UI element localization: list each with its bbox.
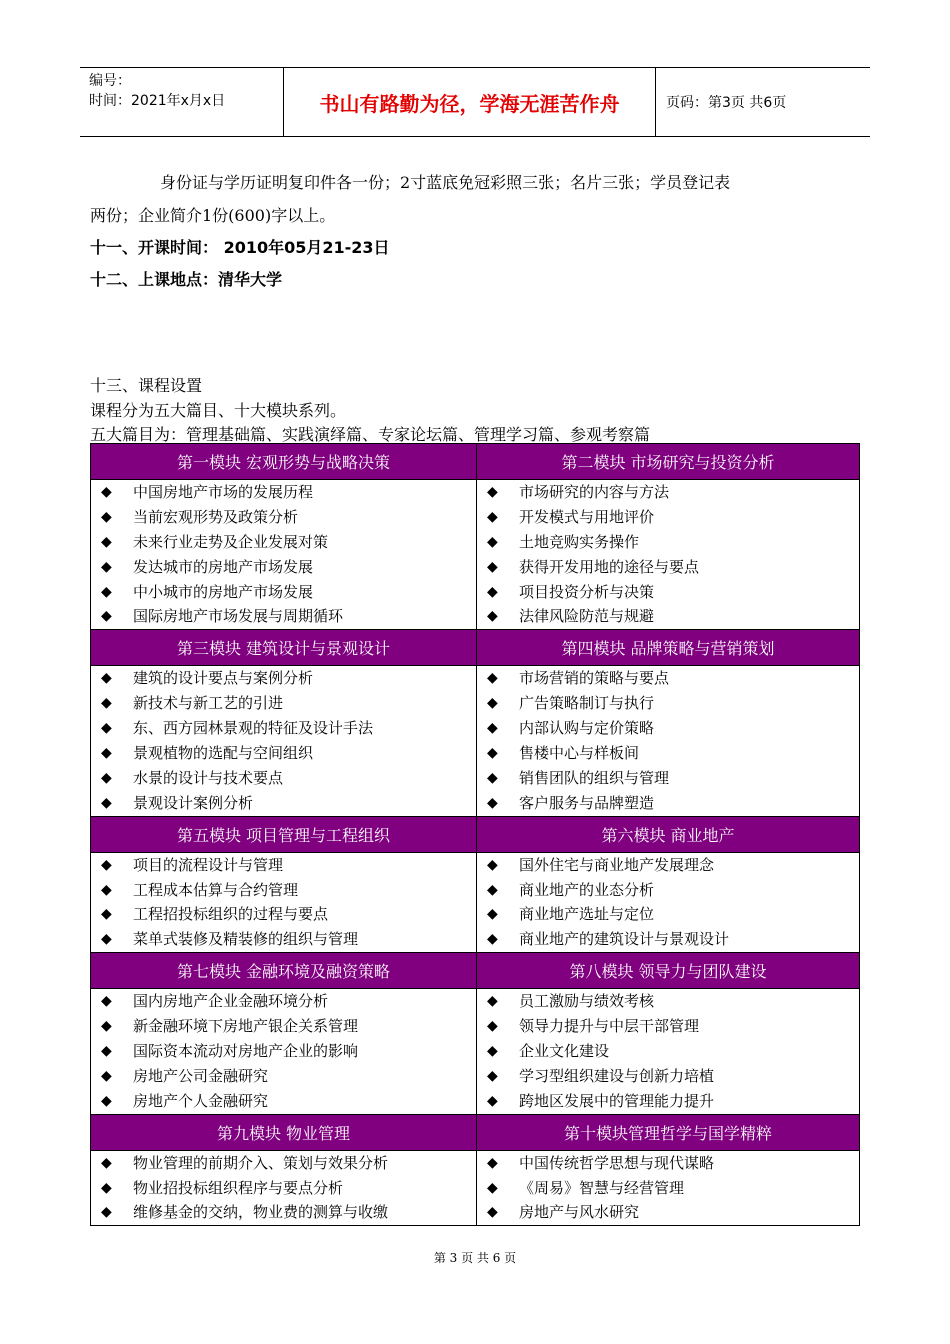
module-item-text: 员工激励与绩效考核 xyxy=(519,992,655,1011)
course-heading: 十三、课程设置 xyxy=(90,376,203,395)
module-item xyxy=(91,878,476,903)
module-item-list xyxy=(91,480,477,630)
module-item-text: 《周易》智慧与经营管理 xyxy=(519,1178,685,1197)
module-item-text: 内部认购与定价策略 xyxy=(519,719,655,738)
module-item-text: 广告策略制订与执行 xyxy=(519,694,655,713)
diamond-bullet-icon: ◆ xyxy=(487,745,498,762)
module-item-list xyxy=(477,989,860,1114)
diamond-bullet-icon: ◆ xyxy=(101,1179,112,1196)
diamond-bullet-icon: ◆ xyxy=(487,931,498,948)
module-title: 第四模块 品牌策略与营销策划 xyxy=(477,630,860,666)
diamond-bullet-icon: ◆ xyxy=(101,533,112,550)
module-item xyxy=(477,1014,859,1039)
diamond-bullet-icon: ◆ xyxy=(487,1154,498,1171)
module-item xyxy=(477,878,859,903)
module-item-text: 中小城市的房地产市场发展 xyxy=(133,582,314,601)
module-items-row xyxy=(91,666,860,816)
module-item xyxy=(91,580,476,605)
diamond-bullet-icon: ◆ xyxy=(487,1043,498,1060)
diamond-bullet-icon: ◆ xyxy=(101,906,112,923)
module-item-text: 销售团队的组织与管理 xyxy=(519,768,670,787)
module-item xyxy=(477,691,859,716)
module-item xyxy=(91,1089,476,1114)
module-item xyxy=(477,604,859,629)
module-item xyxy=(477,1064,859,1089)
diamond-bullet-icon: ◆ xyxy=(487,1067,498,1084)
module-title: 第三模块 建筑设计与景观设计 xyxy=(91,630,477,666)
module-title: 第八模块 领导力与团队建设 xyxy=(477,953,860,989)
header-meta xyxy=(80,68,283,136)
diamond-bullet-icon: ◆ xyxy=(487,608,498,625)
diamond-bullet-icon: ◆ xyxy=(101,558,112,575)
module-item xyxy=(477,791,859,816)
intro-line-1: 身份证与学历证明复印件各一份；2寸蓝底免冠彩照三张；名片三张；学员登记表 xyxy=(160,173,731,192)
module-item xyxy=(477,1176,859,1201)
module-item-text: 项目的流程设计与管理 xyxy=(133,855,284,874)
module-item-text: 中国房地产市场的发展历程 xyxy=(133,483,314,501)
diamond-bullet-icon: ◆ xyxy=(101,720,112,737)
diamond-bullet-icon: ◆ xyxy=(487,583,498,600)
diamond-bullet-icon: ◆ xyxy=(487,1092,498,1109)
diamond-bullet-icon: ◆ xyxy=(487,881,498,898)
module-item xyxy=(91,1151,476,1176)
module-item-text: 工程成本估算与合约管理 xyxy=(133,880,299,899)
module-item-text: 景观设计案例分析 xyxy=(133,793,254,812)
diamond-bullet-icon: ◆ xyxy=(487,856,498,873)
diamond-bullet-icon: ◆ xyxy=(101,931,112,948)
module-item-text: 土地竞购实务操作 xyxy=(519,532,640,551)
module-item xyxy=(477,1151,859,1176)
diamond-bullet-icon: ◆ xyxy=(101,1092,112,1109)
course-line-2: 五大篇目为：管理基础篇、实践演绎篇、专家论坛篇、管理学习篇、参观考察篇 xyxy=(90,425,651,444)
diamond-bullet-icon: ◆ xyxy=(101,769,112,786)
module-header-row xyxy=(91,444,860,480)
diamond-bullet-icon: ◆ xyxy=(101,695,112,712)
number-label: 编号： xyxy=(89,73,131,89)
diamond-bullet-icon: ◆ xyxy=(487,1204,498,1221)
diamond-bullet-icon: ◆ xyxy=(487,484,498,500)
diamond-bullet-icon: ◆ xyxy=(101,670,112,687)
module-item-text: 发达城市的房地产市场发展 xyxy=(133,557,314,576)
module-header-row xyxy=(91,1114,860,1150)
module-item xyxy=(91,691,476,716)
module-title: 第一模块 宏观形势与战略决策 xyxy=(91,444,477,480)
diamond-bullet-icon: ◆ xyxy=(487,993,498,1010)
module-item xyxy=(91,555,476,580)
module-item xyxy=(477,530,859,555)
module-item-text: 建筑的设计要点与案例分析 xyxy=(133,669,314,688)
module-item-list xyxy=(91,666,477,816)
module-item-text: 国际资本流动对房地产企业的影响 xyxy=(133,1042,359,1061)
diamond-bullet-icon: ◆ xyxy=(487,670,498,687)
module-item-list xyxy=(477,852,860,953)
module-item xyxy=(91,604,476,629)
module-header-row xyxy=(91,816,860,852)
module-item-list xyxy=(477,480,860,630)
module-item-text: 东、西方园林景观的特征及设计手法 xyxy=(133,719,374,738)
module-item xyxy=(91,927,476,952)
module-title: 第六模块 商业地产 xyxy=(477,816,860,852)
module-item-text: 项目投资分析与决策 xyxy=(519,582,655,601)
module-item-text: 商业地产选址与定位 xyxy=(519,905,655,924)
module-item-text: 售楼中心与样板间 xyxy=(519,744,640,763)
module-header-row xyxy=(91,630,860,666)
module-item-text: 工程招投标组织的过程与要点 xyxy=(133,905,329,924)
module-item-text: 商业地产的建筑设计与景观设计 xyxy=(519,930,730,949)
module-item xyxy=(91,902,476,927)
diamond-bullet-icon: ◆ xyxy=(101,1154,112,1171)
module-item-text: 国外住宅与商业地产发展理念 xyxy=(519,855,715,874)
module-item-text: 中国传统哲学思想与现代谋略 xyxy=(519,1153,715,1172)
module-item-list xyxy=(91,989,477,1114)
module-item-text: 房地产与风水研究 xyxy=(519,1203,640,1222)
module-item xyxy=(91,666,476,691)
module-item-list xyxy=(91,852,477,953)
diamond-bullet-icon: ◆ xyxy=(101,794,112,811)
module-item xyxy=(91,989,476,1014)
module-item-list xyxy=(477,1150,860,1226)
diamond-bullet-icon: ◆ xyxy=(487,533,498,550)
diamond-bullet-icon: ◆ xyxy=(487,769,498,786)
module-item-text: 景观植物的选配与空间组织 xyxy=(133,744,314,763)
diamond-bullet-icon: ◆ xyxy=(487,695,498,712)
module-item xyxy=(91,716,476,741)
diamond-bullet-icon: ◆ xyxy=(101,1067,112,1084)
module-title: 第七模块 金融环境及融资策略 xyxy=(91,953,477,989)
module-item-text: 菜单式装修及精装修的组织与管理 xyxy=(133,930,359,949)
module-item-list xyxy=(477,666,860,816)
module-item xyxy=(477,1039,859,1064)
time-label: 时间：2021年x月x日 xyxy=(89,93,226,109)
diamond-bullet-icon: ◆ xyxy=(487,1018,498,1035)
module-item-text: 新金融环境下房地产银企关系管理 xyxy=(133,1017,359,1036)
module-item-text: 新技术与新工艺的引进 xyxy=(133,694,284,713)
module-item xyxy=(91,766,476,791)
module-item-text: 物业管理的前期介入、策划与效果分析 xyxy=(133,1153,389,1172)
module-item-text: 未来行业走势及企业发展对策 xyxy=(133,532,329,551)
diamond-bullet-icon: ◆ xyxy=(101,484,112,500)
diamond-bullet-icon: ◆ xyxy=(101,745,112,762)
diamond-bullet-icon: ◆ xyxy=(101,608,112,625)
module-item xyxy=(91,853,476,878)
module-item xyxy=(477,666,859,691)
module-item-text: 维修基金的交纳，物业费的测算与收缴 xyxy=(133,1203,389,1222)
module-item-text: 物业招投标组织程序与要点分析 xyxy=(133,1178,344,1197)
module-item-text: 商业地产的业态分析 xyxy=(519,880,655,899)
diamond-bullet-icon: ◆ xyxy=(487,1179,498,1196)
page-label: 页码：第3页 共6页 xyxy=(666,95,787,111)
module-item xyxy=(91,480,476,505)
module-item xyxy=(91,1176,476,1201)
module-item-text: 国际房地产市场发展与周期循环 xyxy=(133,607,344,626)
course-line-1: 课程分为五大篇目、十大模块系列。 xyxy=(90,401,347,420)
module-items-row xyxy=(91,1150,860,1226)
module-item xyxy=(477,989,859,1014)
diamond-bullet-icon: ◆ xyxy=(487,906,498,923)
motto: 书山有路勤为径，学海无涯苦作舟 xyxy=(283,68,656,136)
module-item xyxy=(477,927,859,952)
module-item xyxy=(477,505,859,530)
module-item-text: 学习型组织建设与创新力培植 xyxy=(519,1066,715,1085)
diamond-bullet-icon: ◆ xyxy=(487,794,498,811)
module-item xyxy=(91,530,476,555)
page-footer: 第 3 页 共 6 页 xyxy=(433,1251,517,1265)
diamond-bullet-icon: ◆ xyxy=(101,1018,112,1035)
module-item xyxy=(91,1014,476,1039)
module-table xyxy=(90,443,860,1226)
module-item-list xyxy=(91,1150,477,1226)
module-item xyxy=(91,791,476,816)
diamond-bullet-icon: ◆ xyxy=(101,508,112,525)
module-item xyxy=(477,716,859,741)
start-time: 十一、开课时间： 2010年05月21-23日 xyxy=(90,238,390,257)
module-item xyxy=(91,741,476,766)
module-title: 第十模块管理哲学与国学精粹 xyxy=(477,1114,860,1150)
module-item-text: 获得开发用地的途径与要点 xyxy=(519,557,700,576)
module-item xyxy=(91,505,476,530)
module-item xyxy=(477,902,859,927)
diamond-bullet-icon: ◆ xyxy=(101,1043,112,1060)
module-item xyxy=(91,1039,476,1064)
module-item xyxy=(477,555,859,580)
module-items-row xyxy=(91,480,860,630)
module-item xyxy=(91,1064,476,1089)
module-item xyxy=(477,580,859,605)
diamond-bullet-icon: ◆ xyxy=(101,1204,112,1221)
module-item xyxy=(477,480,859,505)
module-item-text: 当前宏观形势及政策分析 xyxy=(133,507,299,526)
module-header-row xyxy=(91,953,860,989)
module-item xyxy=(477,766,859,791)
module-item-text: 企业文化建设 xyxy=(519,1042,610,1061)
module-item xyxy=(477,1200,859,1225)
module-item-text: 开发模式与用地评价 xyxy=(519,507,655,526)
module-item-text: 国内房地产企业金融环境分析 xyxy=(133,992,329,1011)
module-item-text: 市场研究的内容与方法 xyxy=(519,483,670,501)
module-item-text: 市场营销的策略与要点 xyxy=(519,669,670,688)
module-title: 第五模块 项目管理与工程组织 xyxy=(91,816,477,852)
module-title: 第九模块 物业管理 xyxy=(91,1114,477,1150)
diamond-bullet-icon: ◆ xyxy=(101,881,112,898)
module-item-text: 跨地区发展中的管理能力提升 xyxy=(519,1091,715,1110)
module-items-row xyxy=(91,989,860,1114)
module-title: 第二模块 市场研究与投资分析 xyxy=(477,444,860,480)
page-header xyxy=(80,67,870,137)
module-item-text: 房地产公司金融研究 xyxy=(133,1066,269,1085)
module-item xyxy=(477,853,859,878)
module-item-text: 客户服务与品牌塑造 xyxy=(519,793,655,812)
diamond-bullet-icon: ◆ xyxy=(487,558,498,575)
diamond-bullet-icon: ◆ xyxy=(101,993,112,1010)
module-item xyxy=(477,1089,859,1114)
module-item-text: 水景的设计与技术要点 xyxy=(133,768,284,787)
module-item-text: 房地产个人金融研究 xyxy=(133,1091,269,1110)
module-item xyxy=(91,1200,476,1225)
intro-line-2: 两份；企业简介1份(600)字以上。 xyxy=(90,206,336,225)
diamond-bullet-icon: ◆ xyxy=(487,720,498,737)
module-items-row xyxy=(91,852,860,953)
module-item-text: 领导力提升与中层干部管理 xyxy=(519,1017,700,1036)
module-item-text: 法律风险防范与规避 xyxy=(519,607,655,626)
class-location: 十二、上课地点：清华大学 xyxy=(90,270,283,289)
diamond-bullet-icon: ◆ xyxy=(487,508,498,525)
module-item xyxy=(477,741,859,766)
diamond-bullet-icon: ◆ xyxy=(101,583,112,600)
diamond-bullet-icon: ◆ xyxy=(101,856,112,873)
